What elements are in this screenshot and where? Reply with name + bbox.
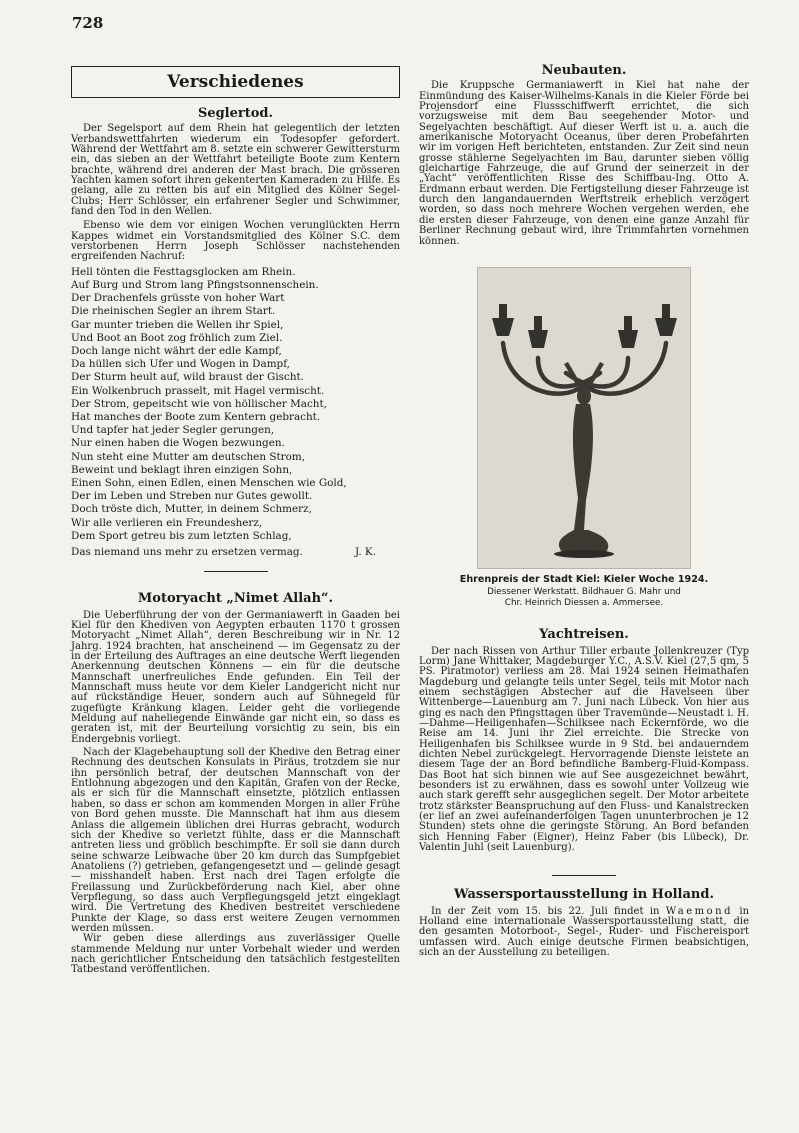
motoryacht-heading: Motoryacht „Nimet Allah“. <box>137 591 334 607</box>
figure-caption-title: Ehrenpreis der Stadt Kiel: Kieler Woche 1924. <box>459 573 709 585</box>
poem-line: Die rheinischen Segler an ihrem Start. <box>71 305 276 318</box>
poem-line: Dem Sport getreu bis zum letzten Schlag, <box>71 529 292 542</box>
figure-caption-line: Chr. Heinrich Diessen a. Ammersee. <box>504 597 664 608</box>
motoryacht-paragraph-2: Nach der Klagebehauptung soll der Khedive den Betrag einer Rechnung des deutschen Konsulats in Piräus, trotzdem sie nur ihn persönlich betraf, der deutschen Mannschaft von der Entlohnung abgezogen und den Kapitän, Grafen von der Recke, als er sich für die Mannschaft einsetzte, plötzlich entlassen haben, so dass er schon am kommenden Morgen in aller Frühe von Bord gehen musste. Die Mannschaft hat ihm aus diesem Anlass die allgemein üblichen drei Hurras gebracht, wodurch sich der Khedive so verletzt fühlte, dass er die Mannschaft antreten liess und gröblich beschimpfte. Er soll sie dann durch seine schwarze Leibwache über 20 km durch das Sumpfgebiet Anatoliens (?) getrieben, gefangengesetzt und — gelinde gesagt — misshandelt haben. Erst nach drei Tagen erfolgte die Freilassung und Zurückbeförderung nach Kiel, aber ohne Verpflegung, so dass auch Verpflegungsgeld jetzt eingeklagt wird. Die Vertretung des Khediven bestreitet verschiedene Punkte der Klage, so dass erst weitere Zeugen vernommen werden müssen. <box>71 747 400 934</box>
right-column <box>419 63 750 959</box>
poem-last-line <box>71 546 400 559</box>
poem-signature: J. K. <box>354 546 376 559</box>
wassersport-heading: Wassersportausstellung in Holland. <box>453 887 714 903</box>
poem-line: Das niemand uns mehr zu ersetzen vermag. <box>71 546 303 559</box>
poem-line: Der im Leben und Streben nur Gutes gewollt. <box>71 490 313 503</box>
seglertod-paragraph-1: Der Segelsport auf dem Rhein hat gelegentlich der letzten Verbandswettfahrten wiederum ein Todesopfer gefordert. Während der Wettfahrt am 8. setzte ein schwerer Gewittersturm ein, das sieben an der Wettfahrt beteiligte Boote zum Kentern brachte, während drei anderen der Mast brach. Die grösseren Yachten kamen sofort ihren gekenterten Kameraden zu Hilfe. Es gelang, alle zu retten bis auf ein Mitglied des Kölner Segel-Clubs; Herr Schlösser, ein erfahrener Segler und Schwimmer, fand den Tod in den Wellen. <box>71 123 400 218</box>
poem-line: Der Sturm heult auf, wild braust der Gischt. <box>71 371 304 384</box>
seglertod-heading: Seglertod. <box>197 106 274 121</box>
neubauten-paragraph: Die Kruppsche Germaniawerft in Kiel hat nahe der Einmündung des Kaiser-Wilhelms-Kanals in die Kieler Förde bei Projensdorf eine Flussschiffwerft errichtet, die sich vorzugsweise mit dem Bau seegehender Motor- und Segelyachten beschäftigt. Auf dieser Werft ist u. a. auch die amerikanische Motoryacht Oceanus, über deren Probefahrten wir im vorigen Heft berichteten, entstanden. Zur Zeit sind neun grosse stählerne Segelyachten im Bau, darunter sieben völlig gleichartige Fahrzeuge, die auf Grund der seinerzeit in der „Yacht“ veröffentlichten Risse des Schiffbau-Ing. Otto A. Erdmann erbaut werden. Die Fertigstellung dieser Fahrzeuge ist durch den langandauernden Werftstreik erheblich verzögert worden, so dass noch mehrere Wochen vergehen werden, ehe die ersten dieser Fahrzeuge, von denen eine ganze Anzahl für Berliner Rechnung gebaut wird, ihre Trimmfahrten vornehmen können. <box>419 80 749 247</box>
memorial-poem <box>71 266 400 543</box>
poem-line: Wir alle verlieren ein Freundesherz, <box>71 516 263 529</box>
trophy-photo <box>477 267 691 569</box>
section-divider <box>204 571 268 572</box>
poem-line: Nun steht eine Mutter am deutschen Strom, <box>71 450 306 463</box>
motoryacht-paragraph-3: Wir geben diese allerdings aus zuverlässiger Quelle stammende Meldung nur unter Vorbehalt wieder und werden nach gerichtlicher Entscheidung den tatsächlich festgestellten Tatbestand veröffentlichen. <box>71 933 400 976</box>
poem-line: Der Strom, gepeitscht wie von höllischer Macht, <box>71 397 327 410</box>
poem-line: Beweint und beklagt ihren einzigen Sohn, <box>71 463 293 476</box>
poem-line: Doch tröste dich, Mutter, in deinem Schmerz, <box>71 503 312 516</box>
section-divider <box>552 875 616 876</box>
yachtreisen-paragraph: Der nach Rissen von Arthur Tiller erbaute Jollenkreuzer (Typ Lorm) Jane Whittaker, Magdeburger Y.C., A.S.V. Kiel (27,5 qm, 5 PS. Piratmotor) verliess am 28. Mai 1924 seinen Heimathafen Magdeburg und gelangte teils unter Segel, teils mit Motor nach einem sechstägigen Abstecher auf die Havelseen über Wittenberge—Lauenburg am 7. Juni nach Lübeck. Von hier aus ging es nach den Pfingsttagen über Travemünde—Neustadt i. H.—Dahme—Heiligenhafen—Schilksee nach Eckernförde, wo die Reise am 14. Juni ihr Ziel erreichte. Die Strecke von Heiligenhafen bis Schilksee wurde in 9 Std. bei andauerndem dichten Nebel zurückgelegt. Hervorragende Dienste leistete an diesem Tage der an Bord befindliche Bamberg-Fluid-Kompass. Das Boot hat sich binnen wie auf See ausgezeichnet bewährt, besonders ist zu erwähnen, dass es sowohl unter Vollzeug wie auch stark gerefft sehr ausgeglichen segelt. Der Motor arbeitete trotz stärkster Beanspruchung auf den Fluss- und Kanalstrecken (er lief an zwei aufeinanderfolgen Tagen ununterbrochen je 12 Stunden) stets ohne die geringste Störung. An Bord befanden sich Henning Faber (Eigner), Heinz Faber (bis Lübeck), Dr. Valentin Juhl (seit Lauenburg). <box>419 645 749 854</box>
poem-line: Und tapfer hat jeder Segler gerungen, <box>71 424 275 437</box>
seglertod-paragraph-2: Ebenso wie dem vor einigen Wochen verunglückten Herrn Kappes widmet ein Vorstandsmitglied des Kölner S.C. dem verstorbenen Herrn Joseph Schlösser nachstehenden ergreifenden Nachruf: <box>71 220 400 263</box>
poem-line: Doch lange nicht währt der edle Kampf, <box>71 345 282 358</box>
poem-line: Hat manches der Boote zum Kentern gebracht. <box>71 411 321 424</box>
poem-line: Einen Sohn, einen Edlen, einen Menschen wie Gold, <box>71 477 347 490</box>
town-name: Waemond <box>665 905 733 917</box>
poem-line: Und Boot an Boot zog fröhlich zum Ziel. <box>71 331 283 344</box>
poem-line: Der Drachenfels grüsste von hoher Wart <box>71 292 285 305</box>
left-column <box>71 66 400 976</box>
poem-line: Hell tönten die Festtagsglocken am Rhein. <box>71 265 296 278</box>
page-number: 728 <box>72 14 104 32</box>
motoryacht-paragraph-1: Die Ueberführung der von der Germaniawerft in Gaaden bei Kiel für den Khediven von Aegypten erbauten 1170 t grossen Motoryacht „Nimet Allah“, deren Beschreibung wir in Nr. 12 Jahrg. 1924 brachten, hat anscheinend — im Gegensatz zu der in der Erteilung des Auftrages an eine deutsche Werft liegenden Anerkennung deutschen Könnens — ein für die deutsche Mannschaft unerfreuliches Ende gefunden. Ein Teil der Mannschaft muss heute vor dem Kieler Landgericht nicht nur auf rückständige Heuer, sondern auch auf Sühnegeld für zugefügte Kränkung klagen. Leider geht die vorliegende Meldung auf naheliegende Einwände gar nicht ein, so dass es geraten ist, mit der Beurteilung vorsichtig zu sein, bis ein Endergebnis vorliegt. <box>71 609 400 745</box>
yachtreisen-heading: Yachtreisen. <box>539 627 629 643</box>
poem-line: Auf Burg und Strom lang Pfingstsonnenschein. <box>71 279 319 292</box>
poem-line: Nur einen haben die Wogen bezwungen. <box>71 437 285 450</box>
poem-line: Gar munter trieben die Wellen ihr Spiel, <box>71 318 284 331</box>
neubauten-heading: Neubauten. <box>541 63 627 78</box>
section-banner: Verschiedenes <box>71 66 400 98</box>
candelabra-illustration <box>478 268 690 568</box>
wassersport-paragraph: In der Zeit vom 15. bis 22. Juli findet in Waemond in Holland eine internationale Wassersportausstellung statt, die den gesamten Motorboot-, Segel-, Ruder- und Fischereisport umfassen wird. Auch einige deutsche Firmen beabsichtigen, sich an der Ausstellung zu beteiligen. <box>419 905 750 959</box>
poem-line: Ein Wolkenbruch prasselt, mit Hagel vermischt. <box>71 384 325 397</box>
poem-line: Da hüllen sich Ufer und Wogen in Dampf, <box>71 358 290 371</box>
figure-caption-line: Diessener Werkstatt. Bildhauer G. Mahr und <box>487 587 681 598</box>
